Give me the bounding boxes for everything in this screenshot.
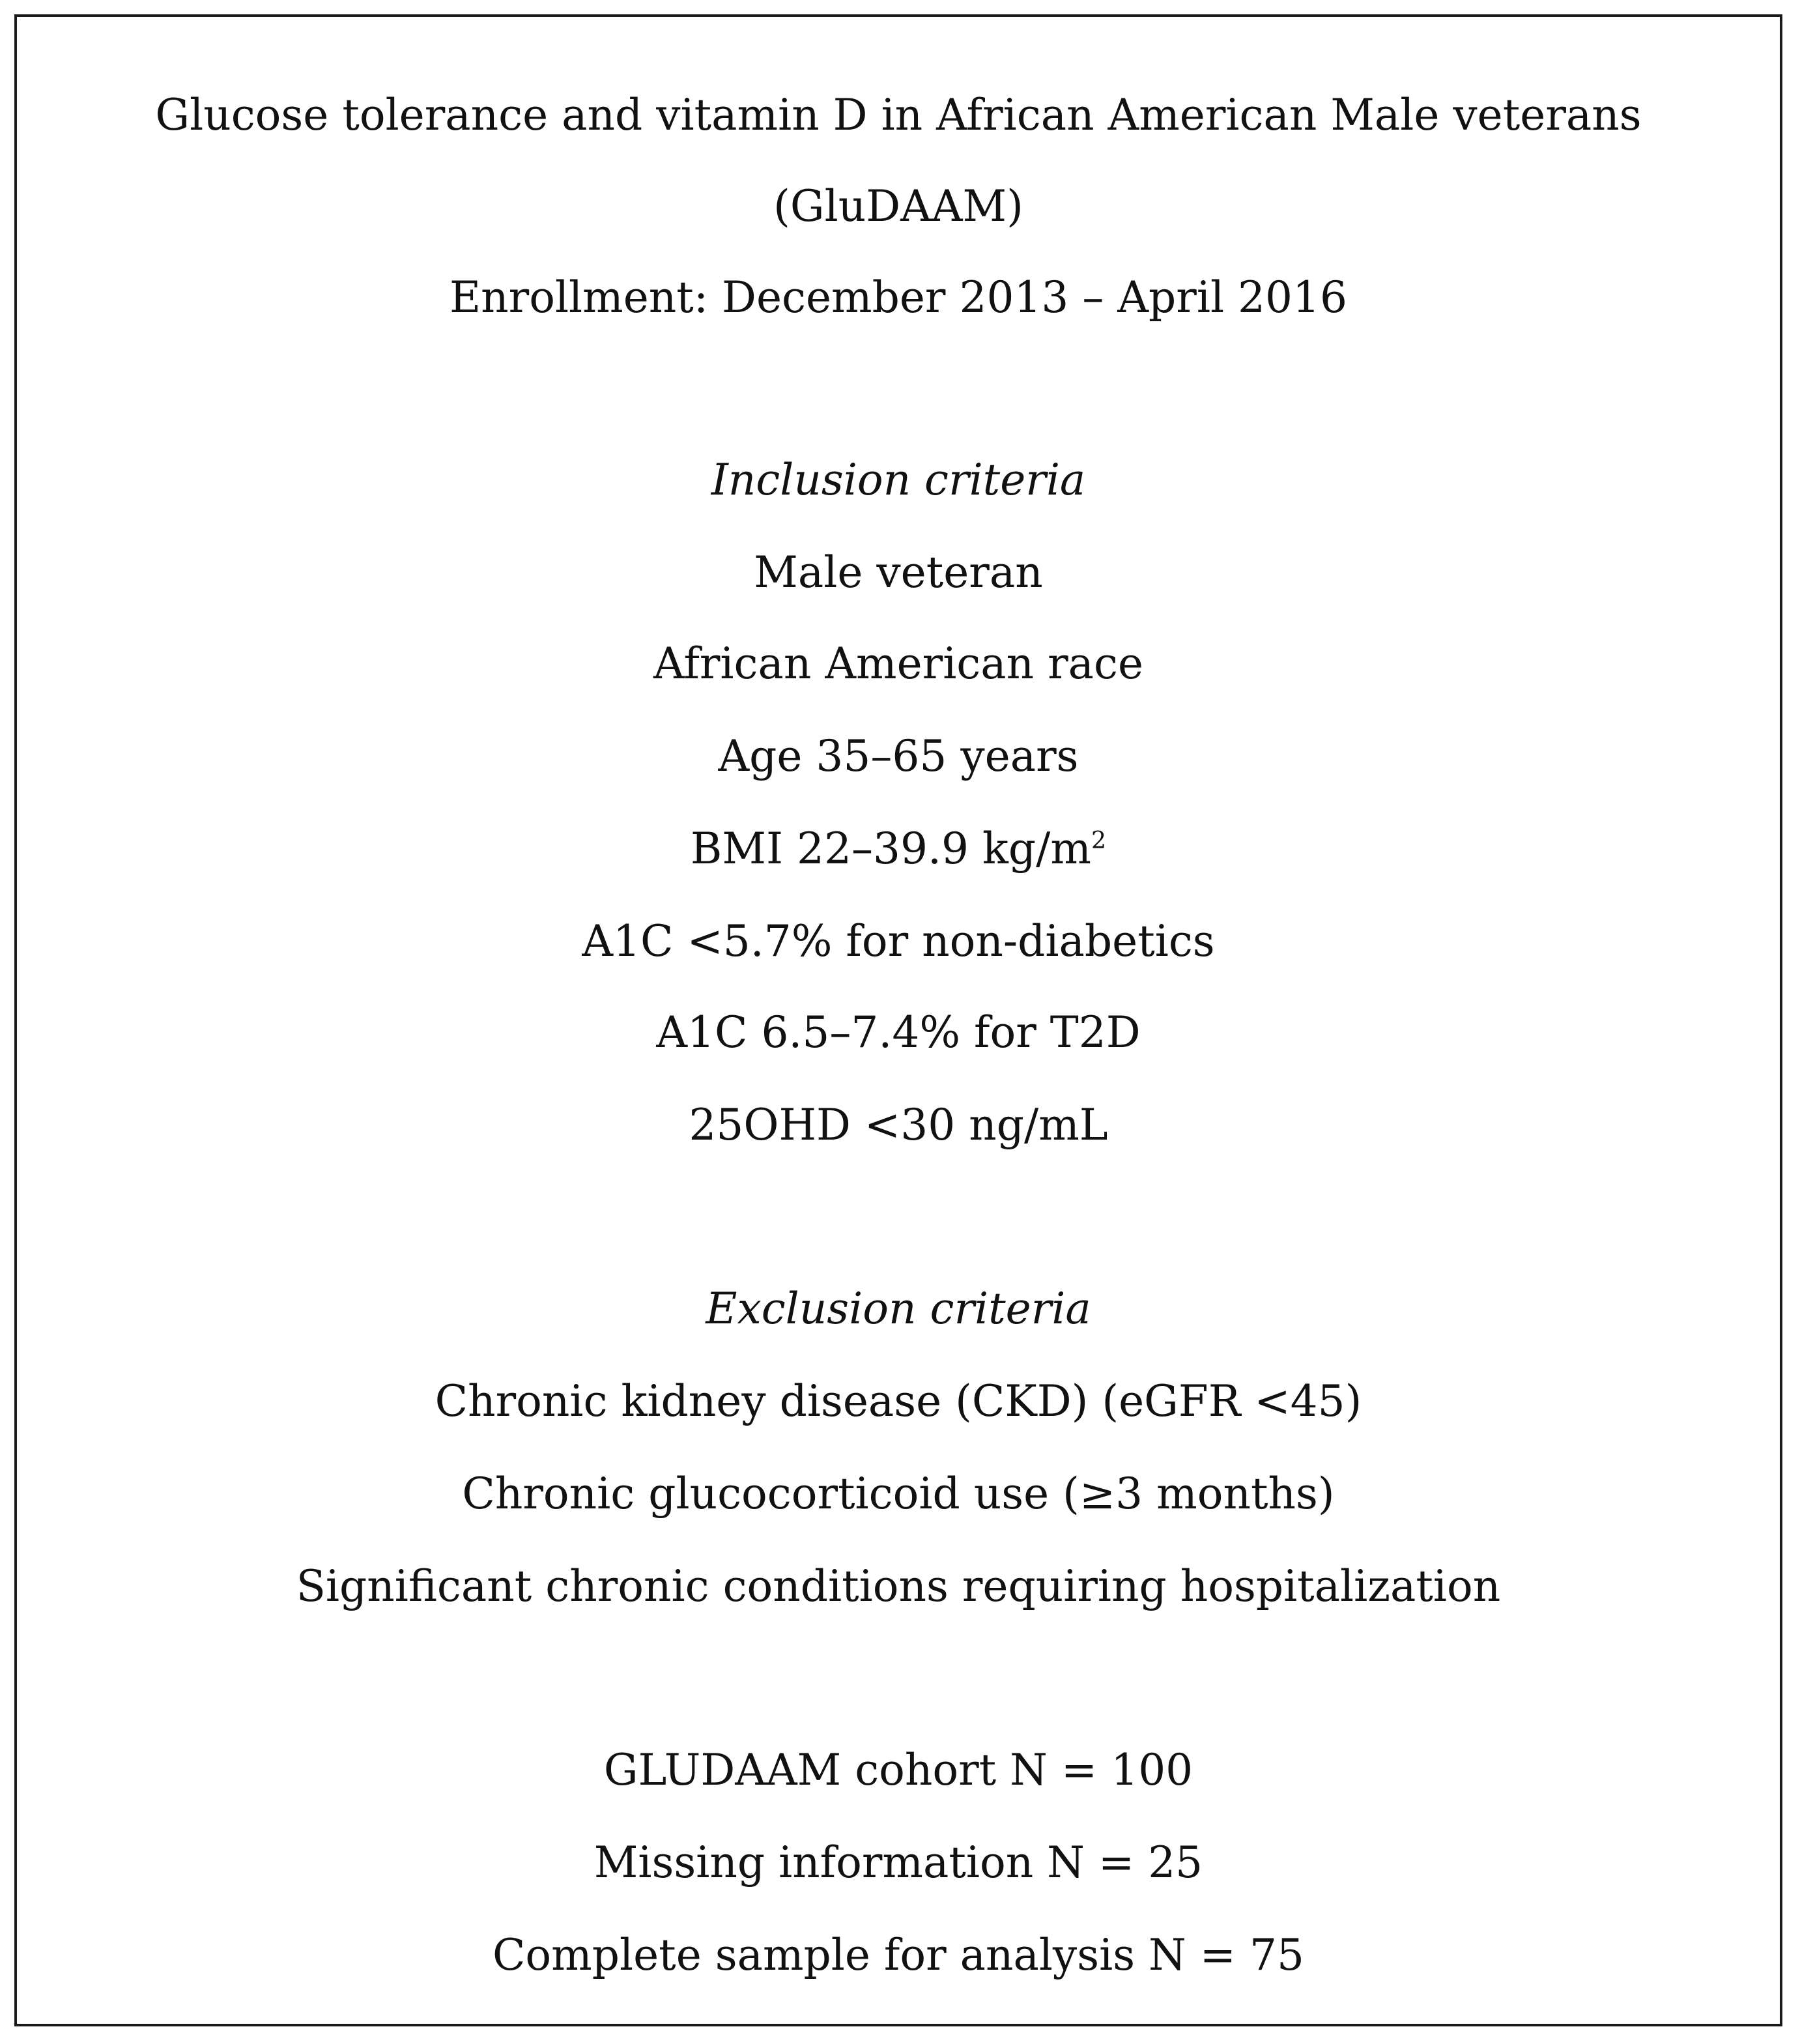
- inclusion-item-race: African American race: [653, 639, 1144, 689]
- bmi-text: BMI 22–39.9 kg/m: [690, 824, 1091, 874]
- bmi-superscript: 2: [1091, 826, 1107, 854]
- enrollment-dates: Enrollment: December 2013 – April 2016: [449, 272, 1348, 323]
- inclusion-item-a1c-t2d: A1C 6.5–7.4% for T2D: [656, 1007, 1141, 1058]
- sample-complete: Complete sample for analysis N = 75: [492, 1930, 1305, 1980]
- inclusion-item-a1c-non-diabetic: A1C <5.7% for non-diabetics: [582, 916, 1215, 966]
- exclusion-item-ckd: Chronic kidney disease (CKD) (eGFR <45): [435, 1376, 1362, 1426]
- exclusion-item-chronic-conditions: Significant chronic conditions requiring hospitalization: [296, 1561, 1501, 1611]
- inclusion-item-age: Age 35–65 years: [718, 731, 1079, 781]
- sample-cohort: GLUDAAM cohort N = 100: [603, 1745, 1193, 1795]
- inclusion-item-bmi: [17, 824, 1780, 874]
- inclusion-item-25ohd: 25OHD <30 ng/mL: [689, 1100, 1108, 1150]
- criteria-box: [14, 14, 1782, 2026]
- inclusion-item-male-veteran: Male veteran: [754, 547, 1043, 597]
- title-line-1: Glucose tolerance and vitamin D in African American Male veterans: [155, 90, 1642, 140]
- exclusion-item-glucocorticoid: Chronic glucocorticoid use (≥3 months): [462, 1469, 1335, 1519]
- exclusion-heading: Exclusion criteria: [706, 1284, 1091, 1334]
- inclusion-heading: Inclusion criteria: [711, 455, 1086, 505]
- title-line-2: (GluDAAM): [773, 181, 1023, 231]
- sample-missing: Missing information N = 25: [593, 1837, 1203, 1888]
